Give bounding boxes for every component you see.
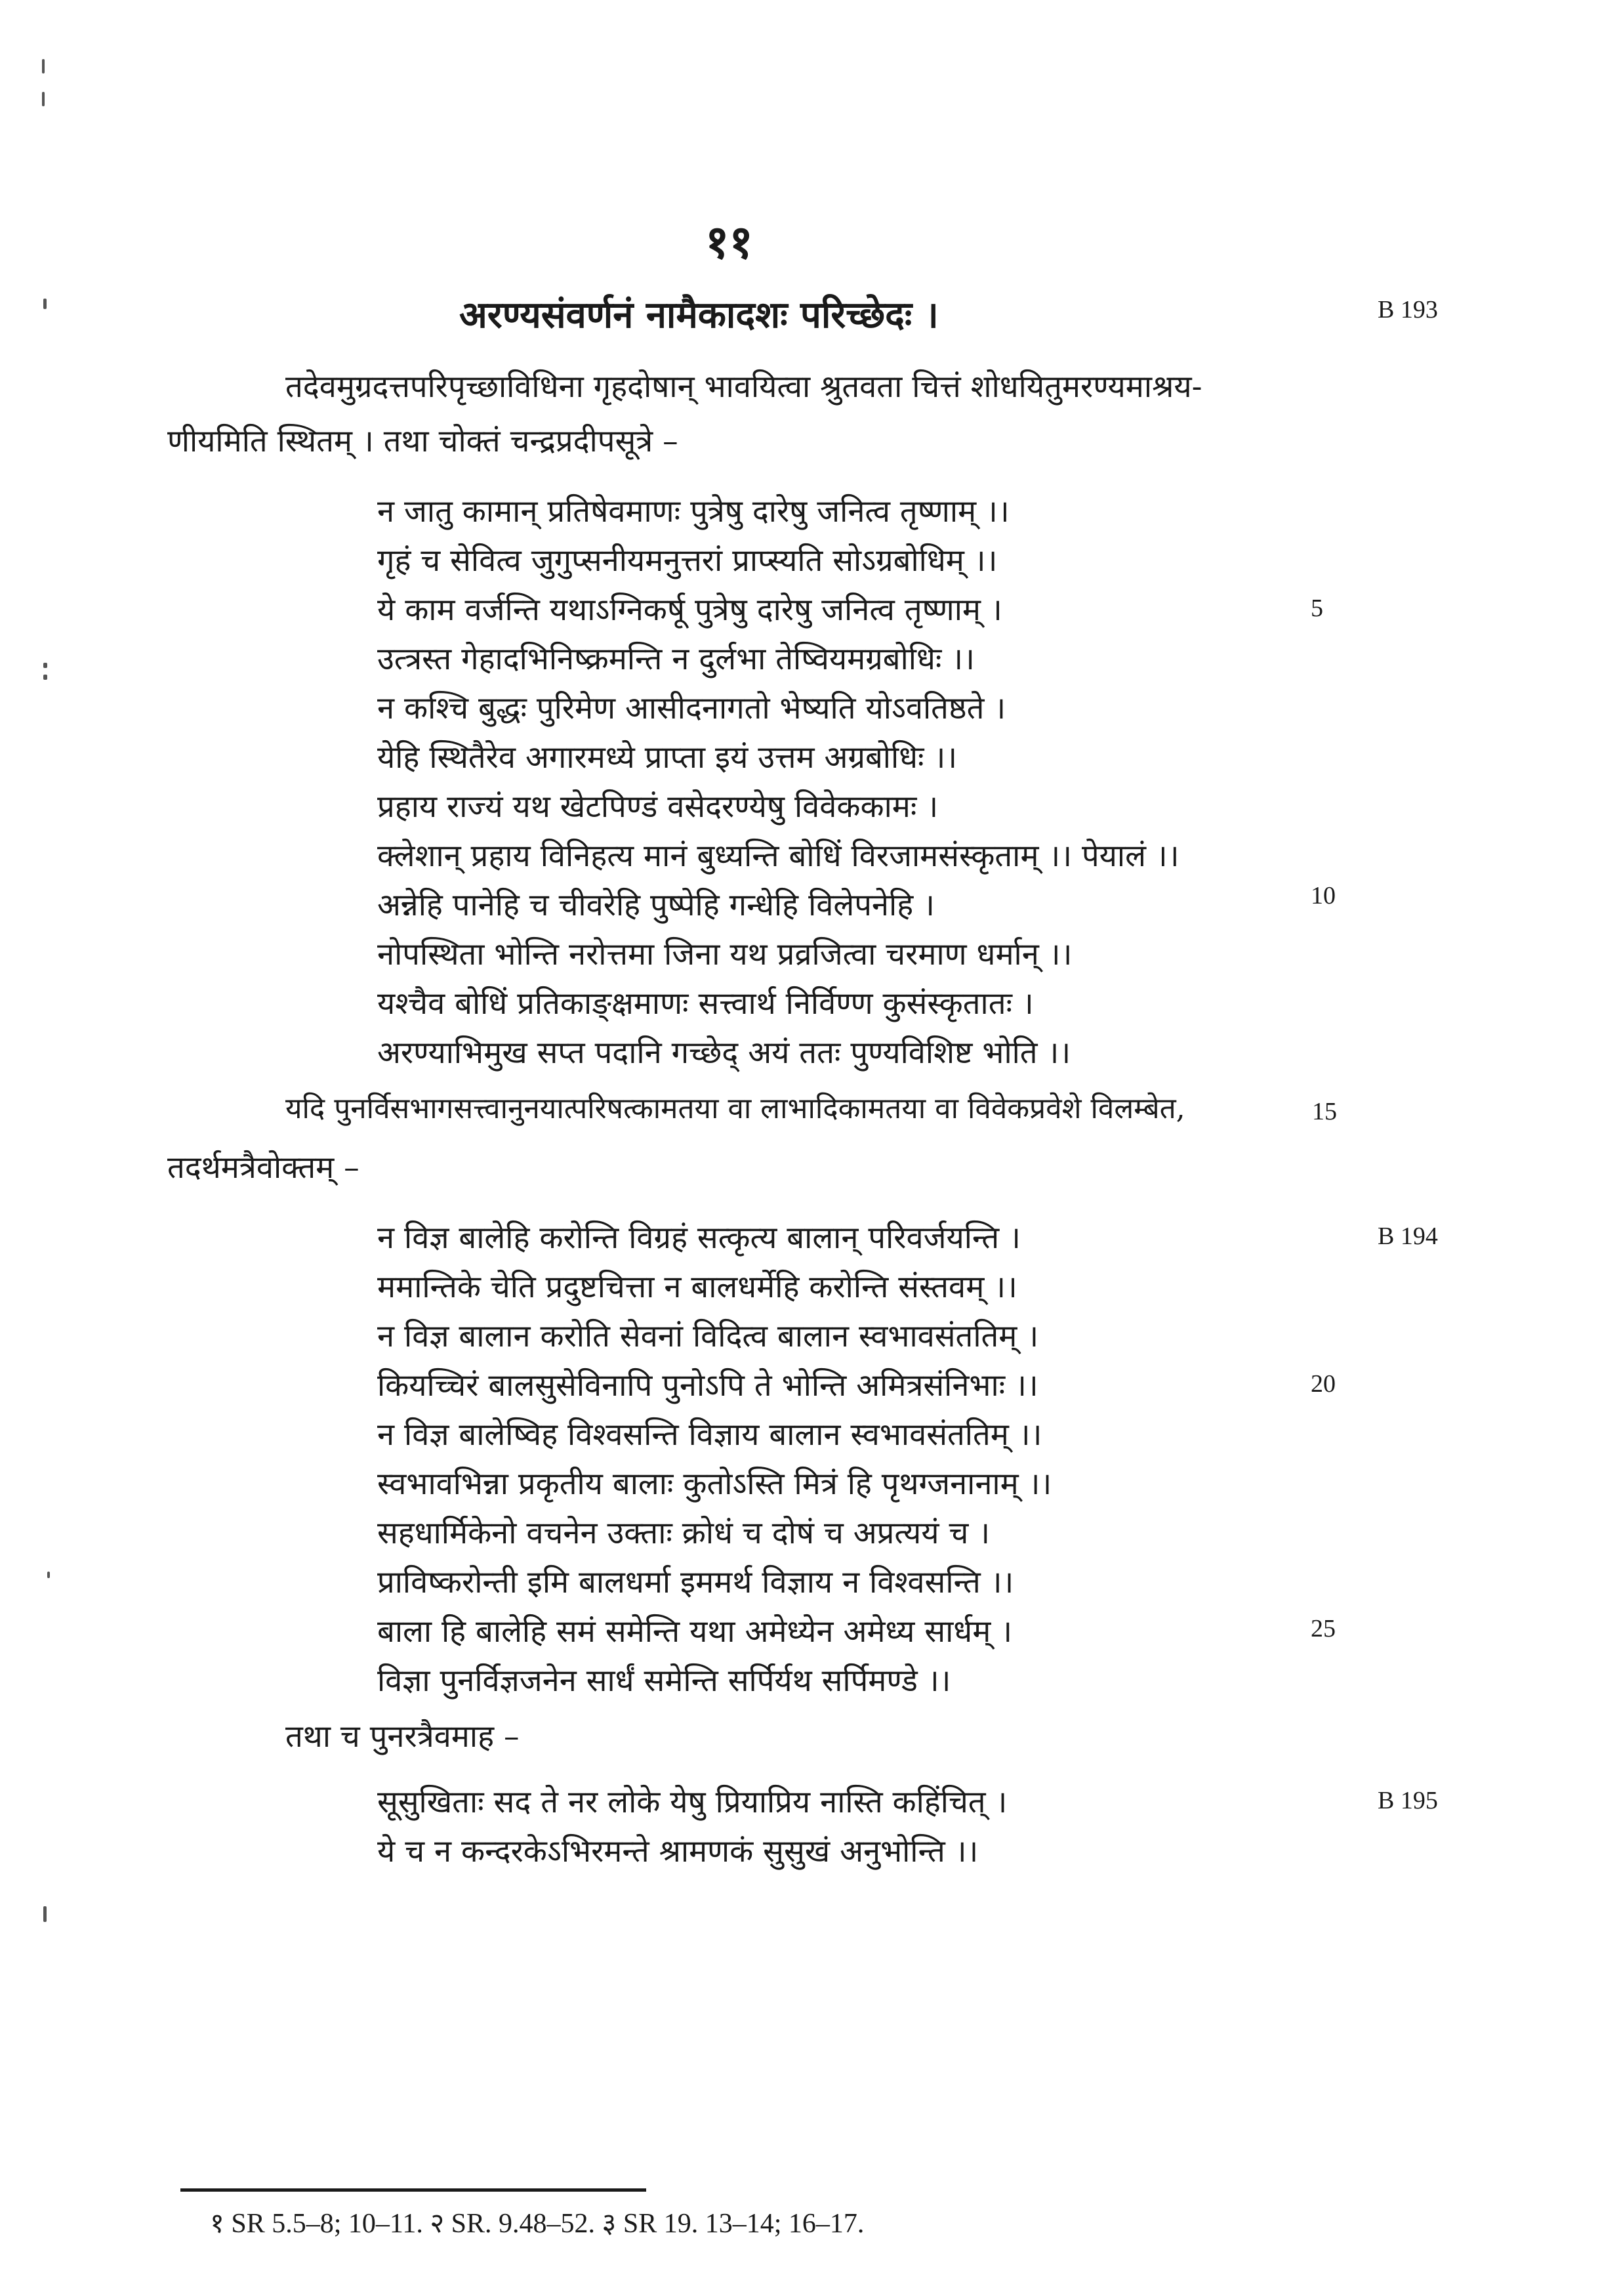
prose-line: तदर्थमत्रैवोक्तम् – (167, 1150, 359, 1186)
verse-line: उत्त्रस्त गेहादभिनिष्क्रमन्ति न दुर्लभा तेष्वियमग्रबोधिः ।। (377, 641, 975, 677)
verse-line: अन्नेहि पानेहि च चीवरेहि पुष्पेहि गन्धेहि विलेपनेहि । (377, 887, 935, 923)
verse-line: गृहं च सेवित्व जुगुप्सनीयमनुत्तरां प्राप्स्यति सोऽग्रबोधिम् ।। (377, 543, 998, 579)
line-number-5: 5 (1311, 595, 1323, 622)
scan-speck (43, 299, 47, 309)
verse-line: क्लेशान् प्रहाय विनिहत्य मानं बुध्यन्ति बोधिं विरजामसंस्कृताम् ।। पेयालं ।। (377, 838, 1180, 874)
prose-line: यदि पुनर्विसभागसत्त्वानुनयात्परिषत्कामतया वा लाभादिकामतया वा विवेकप्रवेशे विलम्बेत, (285, 1092, 1185, 1125)
scan-speck (42, 92, 45, 106)
line-number-20: 20 (1311, 1370, 1336, 1398)
verse-line: स्वभावभिन्ना प्रकृतीय बालाः कुतोऽस्ति मित्रं हि पृथग्जनानाम् ।। (377, 1466, 1052, 1502)
verse-line: सूसुखिताः सद ते नर लोके येषु प्रियाप्रिय नास्ति कहिंचित् । (377, 1784, 1008, 1820)
verse-line: विज्ञा पुनर्विज्ञजनेन सार्धं समेन्ति सर्पिर्यथ सर्पिमण्डे ।। (377, 1663, 951, 1699)
verse-line: न विज्ञ बालेहि करोन्ति विग्रहं सत्कृत्य बालान् परिवर्जयन्ति । (377, 1220, 1021, 1256)
verse-line: येहि स्थितैरेव अगारमध्ये प्राप्ता इयं उत्तम अग्रबोधिः ।। (377, 740, 958, 776)
footnote: १ SR 5.5–8; 10–11. २ SR. 9.48–52. ३ SR 19. 13–14; 16–17. (210, 2209, 865, 2239)
scan-speck (43, 1906, 47, 1922)
line-number-25: 25 (1311, 1615, 1336, 1642)
scan-speck (43, 663, 47, 668)
prose-line: तदेवमुग्रदत्तपरिपृच्छाविधिना गृहदोषान् भावयित्वा श्रुतवता चित्तं शोधयितुमरण्यमाश्रय- (285, 369, 1202, 405)
verse-line: प्रहाय राज्यं यथ खेटपिण्डं वसेदरण्येषु विवेककामः । (377, 789, 939, 825)
verse-line: न विज्ञ बालेष्विह विश्वसन्ति विज्ञाय बालान स्वभावसंततिम् ।। (377, 1417, 1042, 1453)
line-number-15: 15 (1312, 1098, 1337, 1125)
verse-line: ये काम वर्जन्ति यथाऽग्निकर्षू पुत्रेषु दारेषु जनित्व तृष्णाम् । (377, 592, 1002, 628)
verse-line: ममान्तिके चेति प्रदुष्टचित्ता न बालधर्मेहि करोन्ति संस्तवम् ।। (377, 1269, 1017, 1305)
verse-line: सहधार्मिकेनो वचनेन उक्ताः क्रोधं च दोषं च अप्रत्ययं च । (377, 1515, 991, 1551)
verse-line: ये च न कन्दरकेऽभिरमन्ते श्रामणकं सुसुखं अनुभोन्ति ।। (377, 1833, 979, 1869)
prose-line: णीयमिति स्थितम् । तथा चोक्तं चन्द्रप्रदीपसूत्रे – (167, 423, 678, 459)
b-ref-193: B 193 (1378, 296, 1438, 324)
verse-line: न जातु कामान् प्रतिषेवमाणः पुत्रेषु दारेषु जनित्व तृष्णाम् ।। (377, 493, 1010, 530)
scan-speck (42, 59, 45, 73)
scan-speck (47, 1572, 50, 1578)
footnote-rule (180, 2188, 646, 2192)
scan-speck (43, 675, 47, 680)
verse-line: न विज्ञ बालान करोति सेवनां विदित्व बालान स्वभावसंततिम् । (377, 1318, 1039, 1354)
verse-line: यश्चैव बोधिं प्रतिकाङ्क्षमाणः सत्त्वार्थ निर्विण्ण कुसंस्कृतातः । (377, 986, 1034, 1022)
line-number-10: 10 (1311, 882, 1336, 909)
b-ref-194: B 194 (1378, 1222, 1438, 1250)
verse-line: अरण्याभिमुख सप्त पदानि गच्छेद् अयं ततः पुण्यविशिष्ट भोति ।। (377, 1035, 1071, 1071)
b-ref-195: B 195 (1378, 1787, 1438, 1814)
verse-line: बाला हि बालेहि समं समेन्ति यथा अमेध्येन अमेध्य सार्धम् । (377, 1614, 1013, 1650)
chapter-number: ११ (705, 215, 753, 269)
verse-line: कियच्चिरं बालसुसेविनापि पुनोऽपि ते भोन्ति अमित्रसंनिभाः ।। (377, 1367, 1038, 1404)
prose-line: तथा च पुनरत्रैवमाह – (285, 1719, 520, 1755)
chapter-title: अरण्यसंवर्णनं नामैकादशः परिच्छेदः । (459, 293, 939, 337)
verse-line: नोपस्थिता भोन्ति नरोत्तमा जिना यथ प्रव्रजित्वा चरमाण धर्मान् ।। (377, 936, 1073, 972)
verse-line: न कश्चि बुद्धः पुरिमेण आसीदनागतो भेष्यति योऽवतिष्ठते । (377, 690, 1006, 726)
verse-line: प्राविष्करोन्ती इमि बालधर्मा इममर्थ विज्ञाय न विश्वसन्ति ।। (377, 1564, 1014, 1600)
